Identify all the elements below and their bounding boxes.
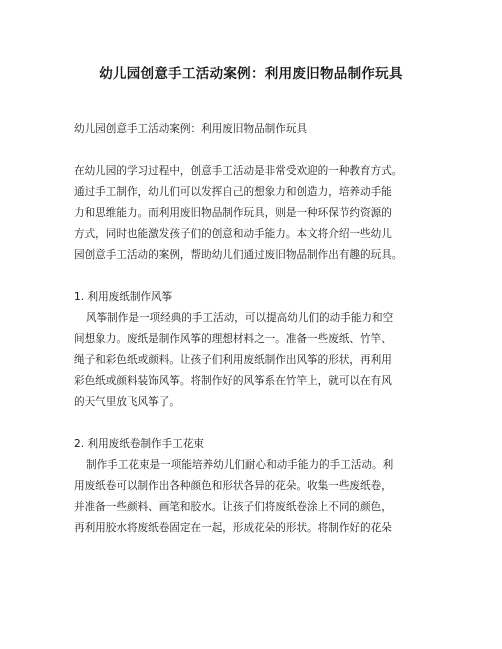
section-line: 间想象力。废纸是制作风筝的理想材料之一。准备一些废纸、竹竿、	[74, 333, 392, 345]
section-line: 并准备一些颜料、画笔和胶水。让孩子们将废纸卷涂上不同的颜色，	[74, 501, 392, 513]
intro-line: 通过手工制作，幼儿们可以发挥自己的想象力和创造力，培养动手能	[74, 186, 392, 198]
document-title: 幼儿园创意手工活动案例：利用废旧物品制作玩具	[99, 66, 403, 82]
document-subtitle: 幼儿园创意手工活动案例：利用废旧物品制作玩具	[74, 123, 308, 135]
section-line: 的天气里放飞风筝了。	[74, 396, 180, 408]
section-line: 绳子和彩色纸或颜料。让孩子们利用废纸制作出风筝的形状，再利用	[74, 354, 392, 366]
section-line: 彩色纸或颜料装饰风筝。将制作好的风筝系在竹竿上，就可以在有风	[74, 375, 392, 387]
intro-line: 在幼儿园的学习过程中，创意手工活动是非常受欢迎的一种教育方式。	[74, 165, 403, 177]
section-line: 制作手工花束是一项能培养幼儿们耐心和动手能力的手工活动。利	[86, 459, 394, 471]
intro-line: 方式，同时也能激发孩子们的创意和动手能力。本文将介绍一些幼儿	[74, 228, 392, 240]
section-heading: 1. 利用废纸制作风筝	[74, 291, 173, 303]
section-heading: 2. 利用废纸卷制作手工花束	[74, 438, 205, 450]
section-line: 用废纸卷可以制作出各种颜色和形状各异的花朵。收集一些废纸卷，	[74, 480, 392, 492]
intro-line: 园创意手工活动的案例，帮助幼儿们通过废旧物品制作出有趣的玩具。	[74, 249, 403, 261]
section-line: 再利用胶水将废纸卷固定在一起，形成花朵的形状。将制作好的花朵	[74, 522, 392, 534]
intro-line: 力和思维能力。而利用废旧物品制作玩具，则是一种环保节约资源的	[74, 207, 392, 219]
section-line: 风筝制作是一项经典的手工活动，可以提高幼儿们的动手能力和空	[86, 312, 394, 324]
